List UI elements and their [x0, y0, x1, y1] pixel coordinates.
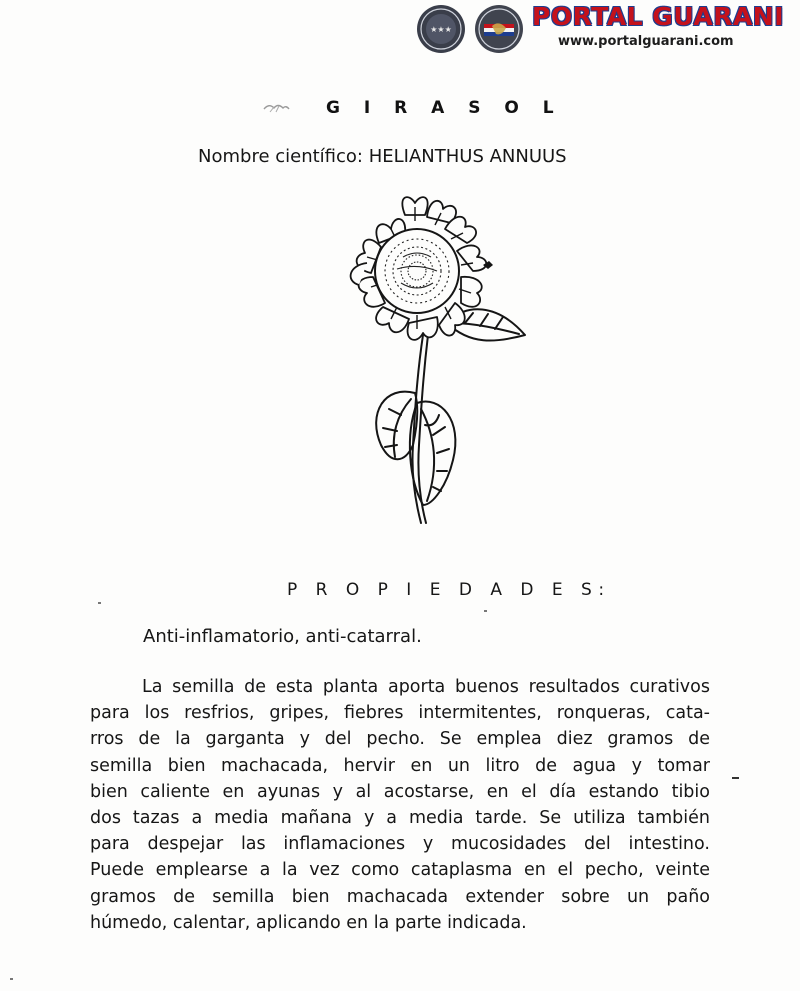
properties-heading: P R O P I E D A D E S:: [287, 580, 611, 600]
body-line: bien caliente en ayunas y al acostarse, en el día estando tibio: [90, 781, 710, 802]
body-line: gramos de semilla bien machacada extender sobre un paño: [90, 886, 710, 907]
sunflower-illustration: [305, 195, 530, 530]
print-speck: [484, 610, 487, 612]
site-url: www.portalguarani.com: [558, 34, 734, 49]
body-paragraph: [90, 674, 710, 936]
print-speck: [98, 602, 101, 604]
body-line: dos tazas a media mañana y a media tarde. Se utiliza también: [90, 808, 710, 829]
body-line: semilla bien machacada, hervir en un litro de agua y tomar: [90, 755, 710, 776]
seal-emblem-icon: [416, 4, 466, 54]
properties-summary: Anti-inflamatorio, anti-catarral.: [143, 626, 422, 647]
print-smudge-decoration: [262, 100, 292, 116]
site-name: PORTAL GUARANI: [532, 2, 785, 31]
body-line: Puede emplearse a la vez como cataplasma en el pecho, veinte: [90, 860, 710, 881]
body-line: húmedo, calentar, aplicando en la parte indicada.: [90, 912, 527, 933]
body-line: para los resfrios, gripes, fiebres intermitentes, ronqueras, cata-: [90, 703, 710, 724]
page-title: G I R A S O L: [326, 98, 563, 118]
body-line: para despejar las inflamaciones y mucosidades del intestino.: [90, 834, 710, 855]
body-line: La semilla de esta planta aporta buenos resultados curativos: [142, 677, 710, 697]
seal-emblem-icon: [474, 4, 524, 54]
svg-text:★★★: ★★★: [430, 25, 452, 34]
body-line: rros de la garganta y del pecho. Se emplea diez gramos de: [90, 729, 710, 750]
margin-mark: [732, 777, 739, 779]
print-speck: [10, 978, 13, 980]
portal-guarani-header: [400, 0, 800, 56]
scientific-name: Nombre científico: HELIANTHUS ANNUUS: [198, 146, 567, 167]
